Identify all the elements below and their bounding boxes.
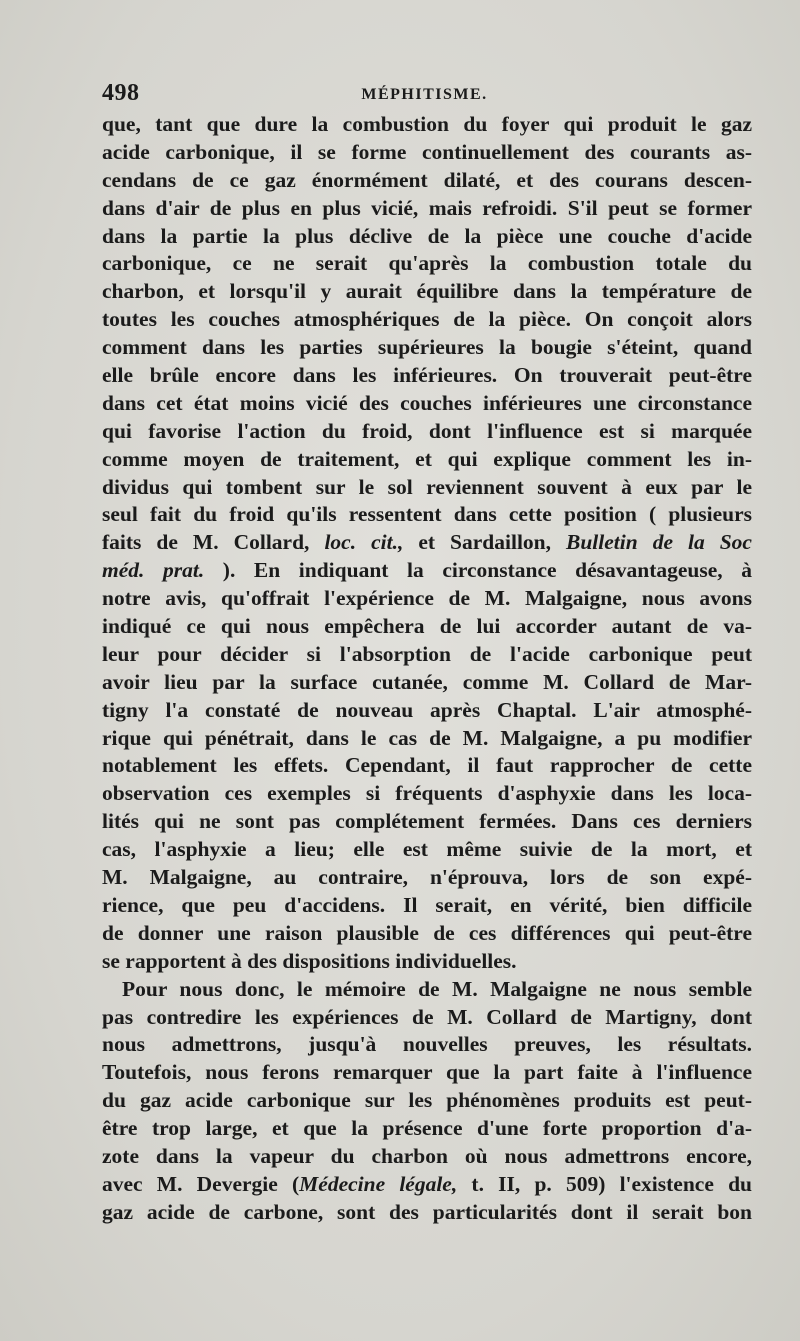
text-segment: dans la partie la plus déclive de la pièce une couche d'acide: [102, 223, 752, 248]
text-line: [102, 1087, 752, 1115]
text-segment: observation ces exemples si fréquents d'asphyxie dans les loca-: [102, 781, 752, 806]
text-line: [102, 613, 752, 641]
text-line: [102, 1031, 752, 1059]
text-line: [102, 446, 752, 474]
text-segment: du gaz acide carbonique sur les phénomènes produits est peut-: [102, 1088, 752, 1113]
text-segment: avoir lieu par la surface cutanée, comme M. Collard de Mar-: [102, 669, 752, 694]
text-segment: avec M. Devergie (: [102, 1171, 300, 1196]
text-line: [102, 864, 752, 892]
text-segment: se rapportent à des dispositions individuelles.: [102, 948, 517, 973]
text-segment: nous admettrons, jusqu'à nouvelles preuves, les résultats.: [102, 1032, 752, 1057]
text-segment: dividus qui tombent sur le sol reviennent souvent à eux par le: [102, 474, 752, 499]
text-line: [102, 529, 752, 557]
text-segment: M. Malgaigne, au contraire, n'éprouva, lors de son expé-: [102, 865, 752, 890]
text-line: [102, 1004, 752, 1032]
text-segment: acide carbonique, il se forme continuellement des courants as-: [102, 139, 752, 164]
text-line: [102, 250, 752, 278]
text-segment: être trop large, et que la présence d'une forte proportion d'a-: [102, 1116, 752, 1141]
text-line: [102, 585, 752, 613]
text-segment: et Sardaillon,: [403, 530, 566, 555]
text-line: [102, 501, 752, 529]
text-line: [102, 1171, 752, 1199]
text-line: [102, 167, 752, 195]
text-line: [102, 669, 752, 697]
text-line: [102, 1059, 752, 1087]
text-line: [102, 976, 752, 1004]
italic-citation: loc. cit.,: [324, 530, 404, 555]
text-segment: indiqué ce qui nous empêchera de lui accorder autant de va-: [102, 614, 752, 639]
text-line: [102, 836, 752, 864]
body-text: [102, 111, 752, 1227]
text-segment: ). En indiquant la circonstance désavantageuse, à: [204, 558, 752, 583]
text-line: [102, 557, 752, 585]
running-title: MÉPHITISME.: [361, 86, 488, 103]
text-segment: notablement les effets. Cependant, il faut rapprocher de cette: [102, 753, 752, 778]
text-segment: de donner une raison plausible de ces différences qui peut-être: [102, 920, 752, 945]
text-segment: rience, que peu d'accidens. Il serait, en vérité, bien difficile: [102, 892, 752, 917]
text-segment: elle brûle encore dans les inférieures. On trouverait peut-être: [102, 363, 752, 388]
text-line: [102, 195, 752, 223]
text-segment: seul fait du froid qu'ils ressentent dans cette position ( plusieurs: [102, 502, 752, 527]
text-line: [102, 418, 752, 446]
text-segment: que, tant que dure la combustion du foyer qui produit le gaz: [102, 112, 752, 136]
text-line: [102, 641, 752, 669]
page-header: [102, 80, 747, 112]
text-segment: cas, l'asphyxie a lieu; elle est même suivie de la mort, et: [102, 837, 752, 862]
text-line: [102, 725, 752, 753]
text-segment: gaz acide de carbone, sont des particularités dont il serait bon: [102, 1199, 752, 1224]
text-segment: cendans de ce gaz énormément dilaté, et des courans descen-: [102, 167, 752, 192]
text-line: [102, 1115, 752, 1143]
text-segment: carbonique, ce ne serait qu'après la combustion totale du: [102, 251, 752, 276]
text-segment: t. II, p. 509) l'existence du: [457, 1171, 752, 1196]
text-segment: lités qui ne sont pas complétement fermées. Dans ces derniers: [102, 809, 752, 834]
text-segment: rique qui pénétrait, dans le cas de M. Malgaigne, a pu modifier: [102, 725, 752, 750]
italic-citation: méd. prat.: [102, 558, 205, 583]
text-segment: dans cet état moins vicié des couches inférieures une circonstance: [102, 390, 752, 415]
italic-citation: Bulletin de la Soc: [566, 530, 752, 555]
text-line: [102, 808, 752, 836]
italic-citation: Médecine légale,: [299, 1171, 458, 1196]
text-line: [102, 223, 752, 251]
text-line: [102, 111, 752, 139]
text-line: [102, 1143, 752, 1171]
text-segment: Pour nous donc, le mémoire de M. Malgaigne ne nous semble: [122, 976, 752, 1001]
page-number: 498: [102, 80, 140, 106]
text-line: [102, 362, 752, 390]
text-line: [102, 139, 752, 167]
text-line: [102, 780, 752, 808]
text-line: [102, 474, 752, 502]
text-line: [102, 306, 752, 334]
text-line: [102, 390, 752, 418]
text-segment: pas contredire les expériences de M. Collard de Martigny, dont: [102, 1004, 752, 1029]
text-segment: toutes les couches atmosphériques de la pièce. On conçoit alors: [102, 307, 752, 332]
text-segment: notre avis, qu'offrait l'expérience de M. Malgaigne, nous avons: [102, 586, 752, 611]
text-segment: comment dans les parties supérieures la bougie s'éteint, quand: [102, 335, 752, 360]
text-line: [102, 278, 752, 306]
text-segment: tigny l'a constaté de nouveau après Chaptal. L'air atmosphé-: [102, 697, 752, 722]
text-line: [102, 892, 752, 920]
text-line: [102, 697, 752, 725]
text-segment: charbon, et lorsqu'il y aurait équilibre dans la température de: [102, 279, 752, 304]
text-line: [102, 948, 752, 976]
text-line: [102, 920, 752, 948]
text-line: [102, 752, 752, 780]
text-line: [102, 334, 752, 362]
text-line: [102, 1199, 752, 1227]
text-segment: faits de M. Collard,: [102, 530, 325, 555]
text-segment: leur pour décider si l'absorption de l'acide carbonique peut: [102, 641, 752, 666]
text-segment: Toutefois, nous ferons remarquer que la part faite à l'influence: [102, 1060, 752, 1085]
text-segment: dans d'air de plus en plus vicié, mais refroidi. S'il peut se former: [102, 195, 752, 220]
text-segment: comme moyen de traitement, et qui explique comment les in-: [102, 446, 752, 471]
text-segment: qui favorise l'action du froid, dont l'influence est si marquée: [102, 418, 752, 443]
text-segment: zote dans la vapeur du charbon où nous admettrons encore,: [102, 1143, 752, 1168]
